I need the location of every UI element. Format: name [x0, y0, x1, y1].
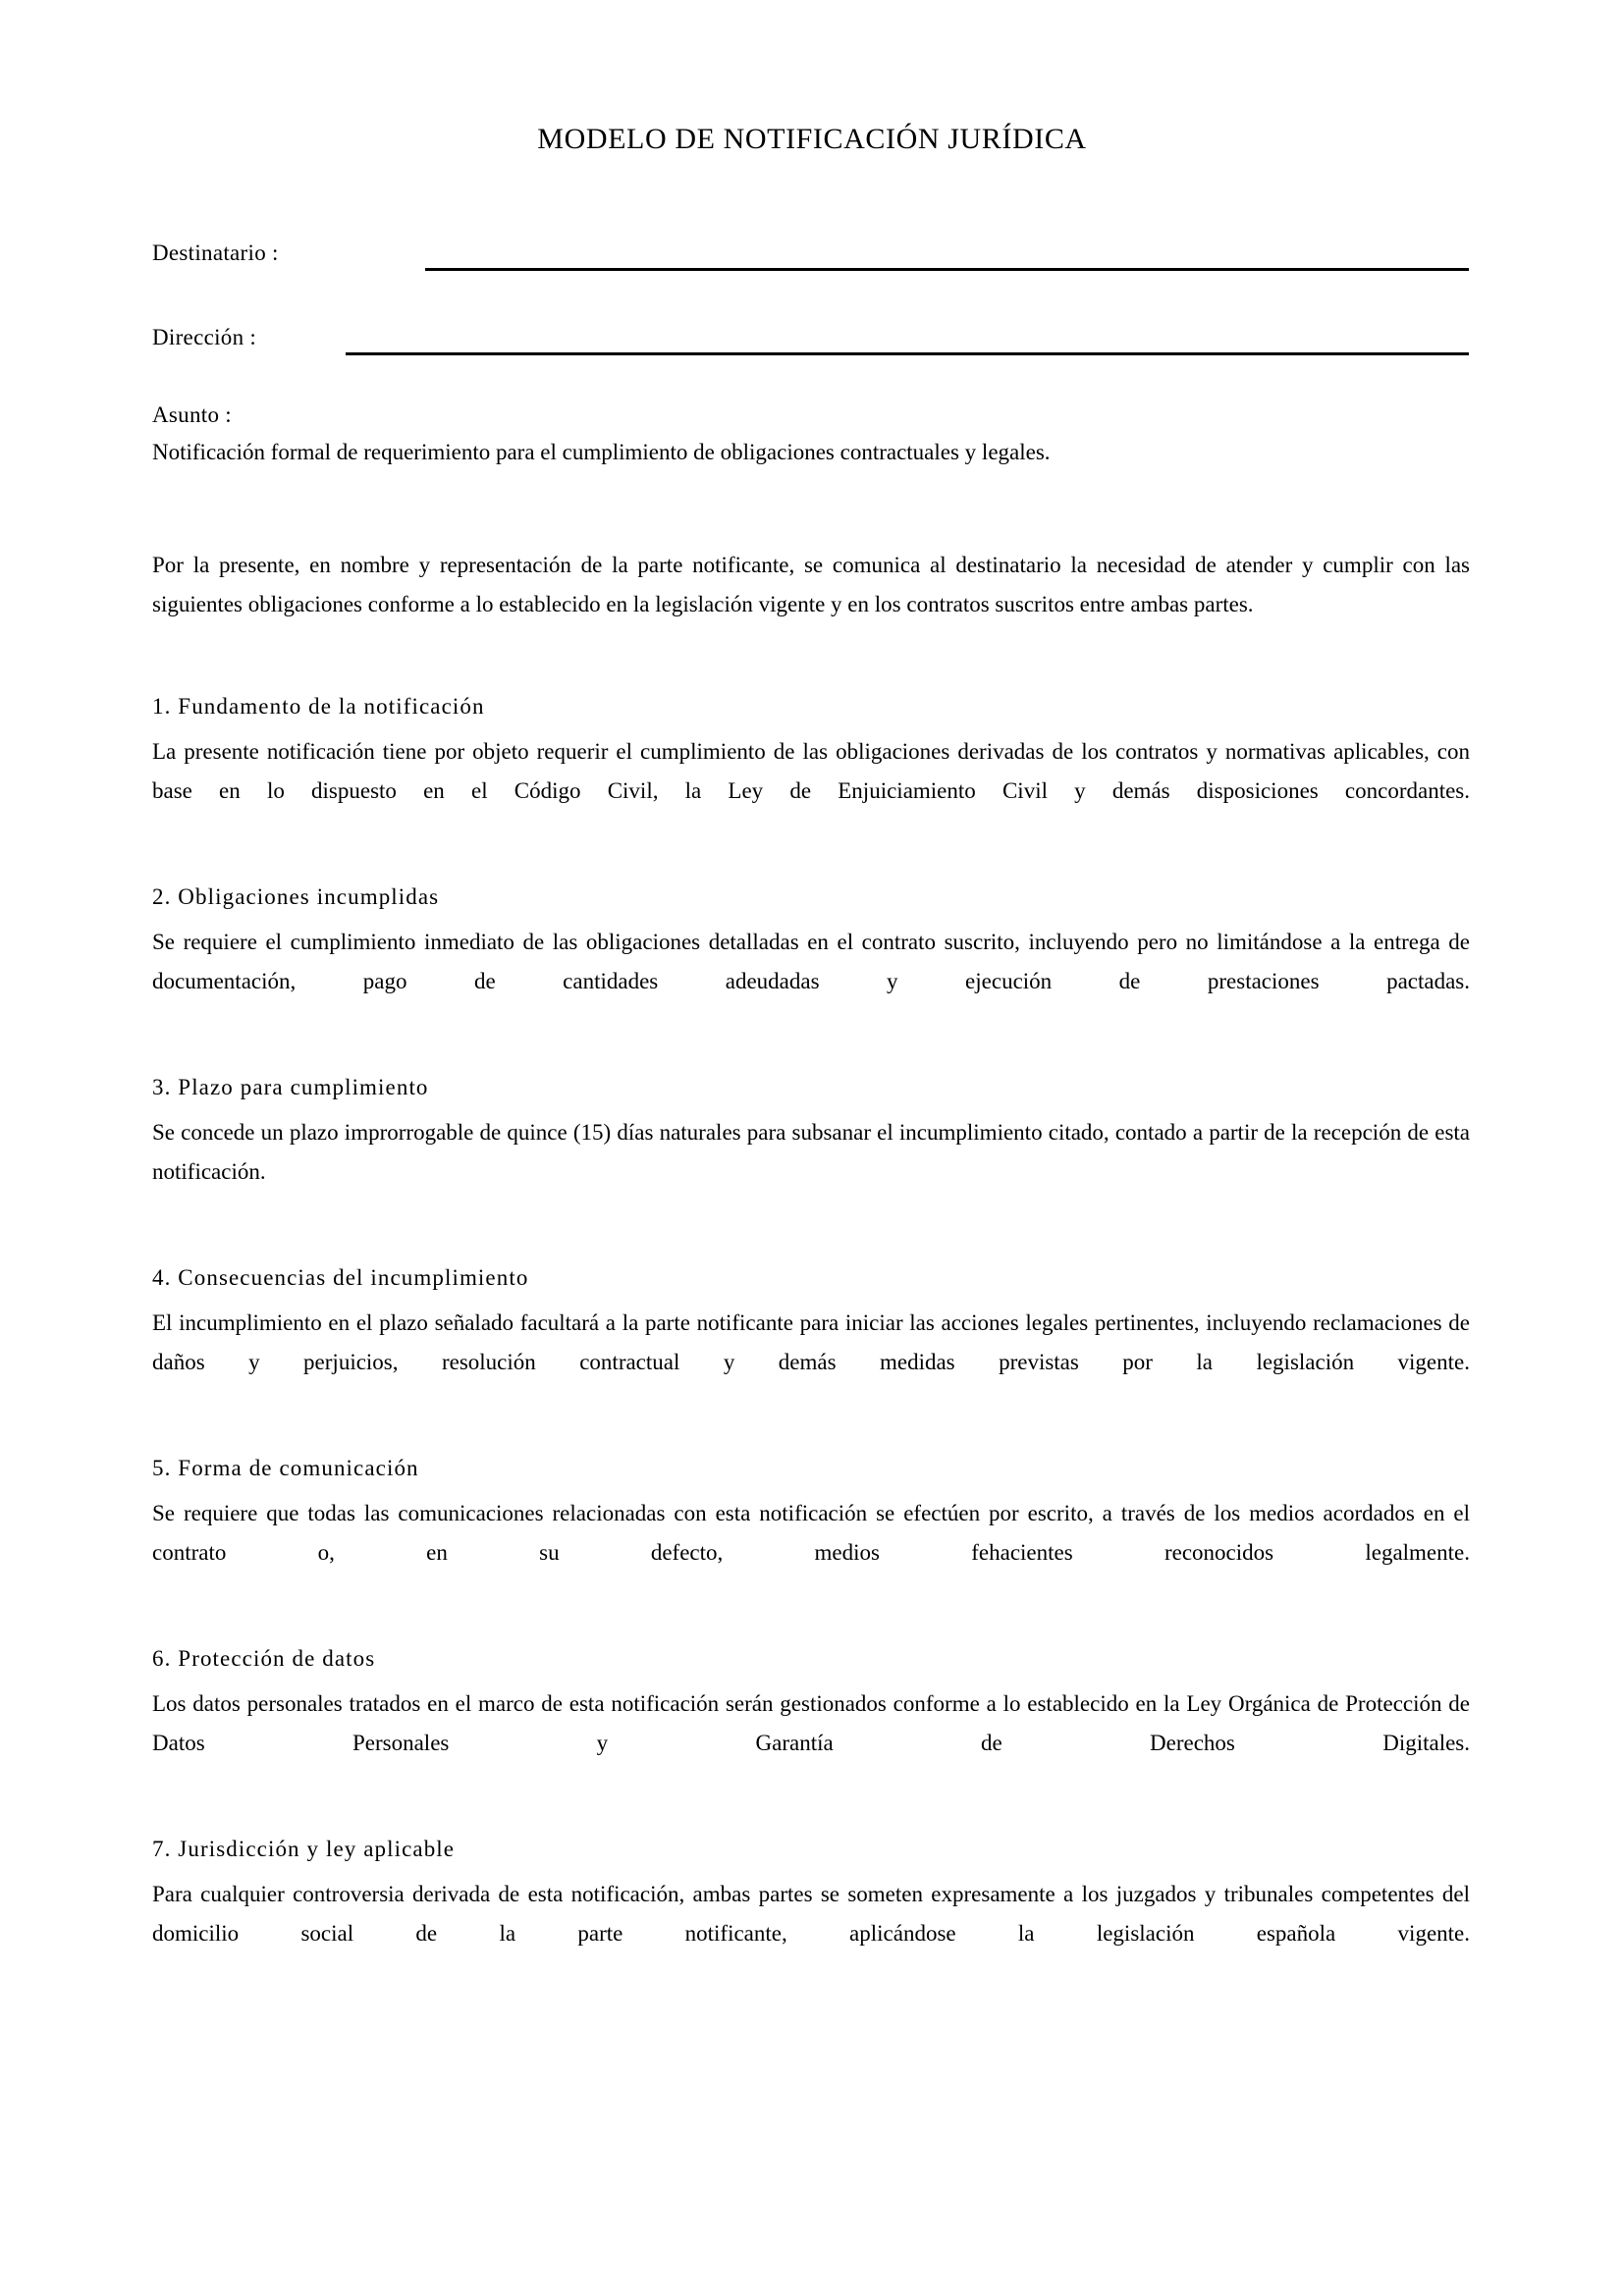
- addressee-fill-line[interactable]: [425, 268, 1469, 271]
- intro-paragraph: Por la presente, en nombre y representación de la parte notificante, se comunica al destinatario la necesidad de atender y cumplir con las siguientes obligaciones conforme a lo establecido en la legislación vigente y en los contratos suscritos entre ambas partes.: [152, 553, 1470, 616]
- section-heading: 1. Fundamento de la notificación: [152, 694, 485, 719]
- section-heading: 2. Obligaciones incumplidas: [152, 884, 440, 909]
- section-item: [152, 878, 1470, 1041]
- address-field-row: [152, 323, 1488, 362]
- page-title: MODELO DE NOTIFICACIÓN JURÍDICA: [537, 123, 1087, 155]
- document-body: [152, 397, 1470, 1993]
- section-body: El incumplimiento en el plazo señalado facultará a la parte notificante para iniciar las acciones legales pertinentes, incluyendo reclamaciones de daños y perjuicios, resolución contractual y demás medidas previstas por la legislación vigente.: [152, 1310, 1470, 1374]
- section-item: [152, 1449, 1470, 1612]
- section-item: [152, 1639, 1470, 1802]
- address-fill-line[interactable]: [346, 352, 1469, 355]
- section-body: Para cualquier controversia derivada de esta notificación, ambas partes se someten expresamente a los juzgados y tribunales competentes del domicilio social de la parte notificante, aplicándose la legislación española vigente.: [152, 1882, 1470, 1946]
- section-heading: 5. Forma de comunicación: [152, 1456, 419, 1480]
- section-body: Se requiere el cumplimiento inmediato de las obligaciones detalladas en el contrato suscrito, incluyendo pero no limitándose a la entrega de documentación, pago de cantidades adeudadas y ejecución de prestaciones pactadas.: [152, 930, 1470, 993]
- section-heading: 3. Plazo para cumplimiento: [152, 1075, 429, 1099]
- section-heading: 6. Protección de datos: [152, 1646, 376, 1671]
- section-heading: 7. Jurisdicción y ley aplicable: [152, 1837, 456, 1861]
- addressee-field-row: [152, 239, 1488, 278]
- section-heading: 4. Consecuencias del incumplimiento: [152, 1265, 529, 1290]
- section-item: [152, 1258, 1470, 1421]
- subject-label: Asunto :: [152, 402, 232, 427]
- addressee-label: Destinatario :: [152, 240, 279, 265]
- section-body: Los datos personales tratados en el marco de esta notificación serán gestionados conforme a lo establecido en la Ley Orgánica de Protección de Datos Personales y Garantía de Derechos Digitales.: [152, 1691, 1470, 1755]
- subject-text: Notificación formal de requerimiento para el cumplimiento de obligaciones contractuales y legales.: [152, 440, 1051, 464]
- sections-list: [152, 687, 1470, 1993]
- address-label: Dirección :: [152, 325, 257, 349]
- section-body: La presente notificación tiene por objeto requerir el cumplimiento de las obligaciones derivadas de los contratos y normativas aplicables, con base en lo dispuesto en el Código Civil, la Ley de Enjuiciamiento Civil y demás disposiciones concordantes.: [152, 739, 1470, 803]
- section-body: Se requiere que todas las comunicaciones relacionadas con esta notificación se efectúen por escrito, a través de los medios acordados en el contrato o, en su defecto, medios fehacientes reconocidos legalmente.: [152, 1501, 1470, 1565]
- section-body: Se concede un plazo improrrogable de quince (15) días naturales para subsanar el incumplimiento citado, contado a partir de la recepción de esta notificación.: [152, 1120, 1470, 1184]
- section-item: [152, 687, 1470, 850]
- section-item: [152, 1068, 1470, 1231]
- section-item: [152, 1830, 1470, 1993]
